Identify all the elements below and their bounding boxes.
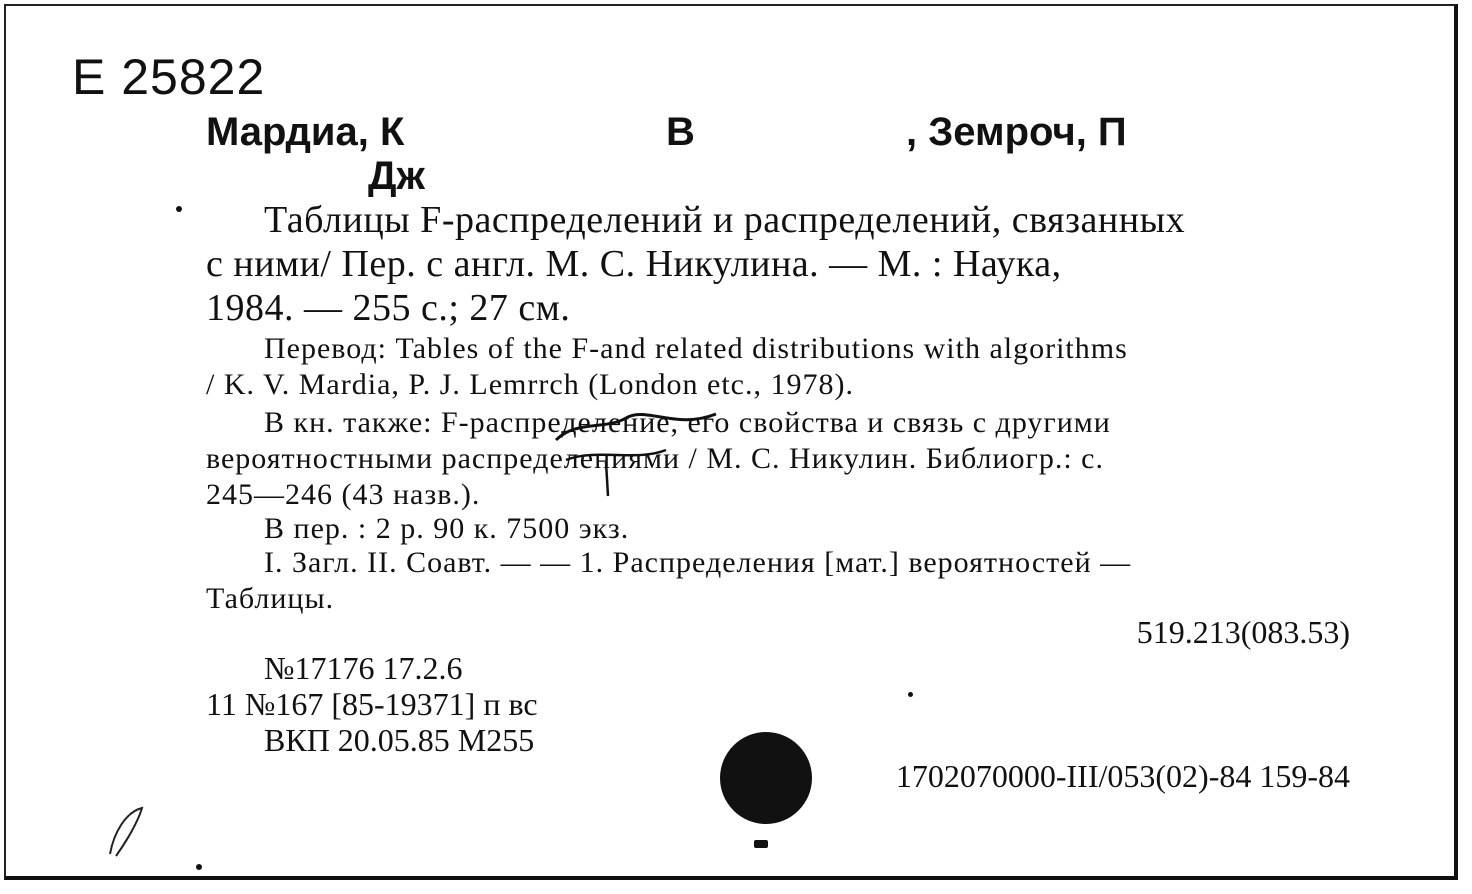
punch-hole — [720, 732, 812, 824]
meta-line-2: 11 №167 [85-19371] п вс — [206, 686, 538, 722]
note-line-3: В кн. также: F-распределение, его свойства и связь с другими — [264, 406, 1111, 439]
note-line-2: / K. V. Mardia, P. J. Lemrrch (London etc., 1978). — [206, 368, 854, 401]
handwritten-correction — [546, 400, 726, 500]
note-line-1: Перевод: Tables of the F-and related distributions with algorithms — [264, 332, 1128, 365]
author-middle-initial: В — [666, 110, 695, 154]
udc-code: 519.213(083.53) — [1136, 614, 1350, 650]
ink-speck — [908, 692, 913, 697]
meta-line-1: №17176 17.2.6 — [264, 650, 463, 686]
note-line-6: В пер. : 2 р. 90 к. 7500 экз. — [264, 512, 630, 545]
ink-speck — [196, 864, 202, 870]
note-line-5: 245—246 (43 назв.). — [206, 478, 481, 511]
title-line-1: Таблицы F-распределений и распределений, связанных — [264, 199, 1186, 241]
author-first: Мардиа, К — [206, 110, 405, 154]
author-second: , Земроч, П — [906, 110, 1127, 154]
title-line-2: с ними/ Пер. с англ. М. С. Никулина. — М. : Наука, — [206, 243, 1062, 285]
ink-speck — [176, 206, 182, 212]
note-line-4: вероятностными распределениями / М. С. Никулин. Библиогр.: с. — [206, 442, 1104, 475]
isbn-line: 1702070000-III/053(02)-84 159-84 — [895, 758, 1350, 794]
meta-line-3: ВКП 20.05.85 М255 — [264, 722, 535, 758]
catalog-card — [4, 4, 1458, 880]
call-number: Е 25822 — [72, 49, 266, 105]
pencil-mark — [102, 802, 162, 862]
ink-speck — [754, 840, 768, 848]
title-line-3: 1984. — 255 с.; 27 см. — [206, 287, 571, 329]
note-line-8: Таблицы. — [206, 582, 335, 615]
author-first-continuation: Дж — [368, 154, 425, 198]
note-line-7: I. Загл. II. Соавт. — — 1. Распределения [мат.] вероятностей — — [264, 546, 1132, 579]
